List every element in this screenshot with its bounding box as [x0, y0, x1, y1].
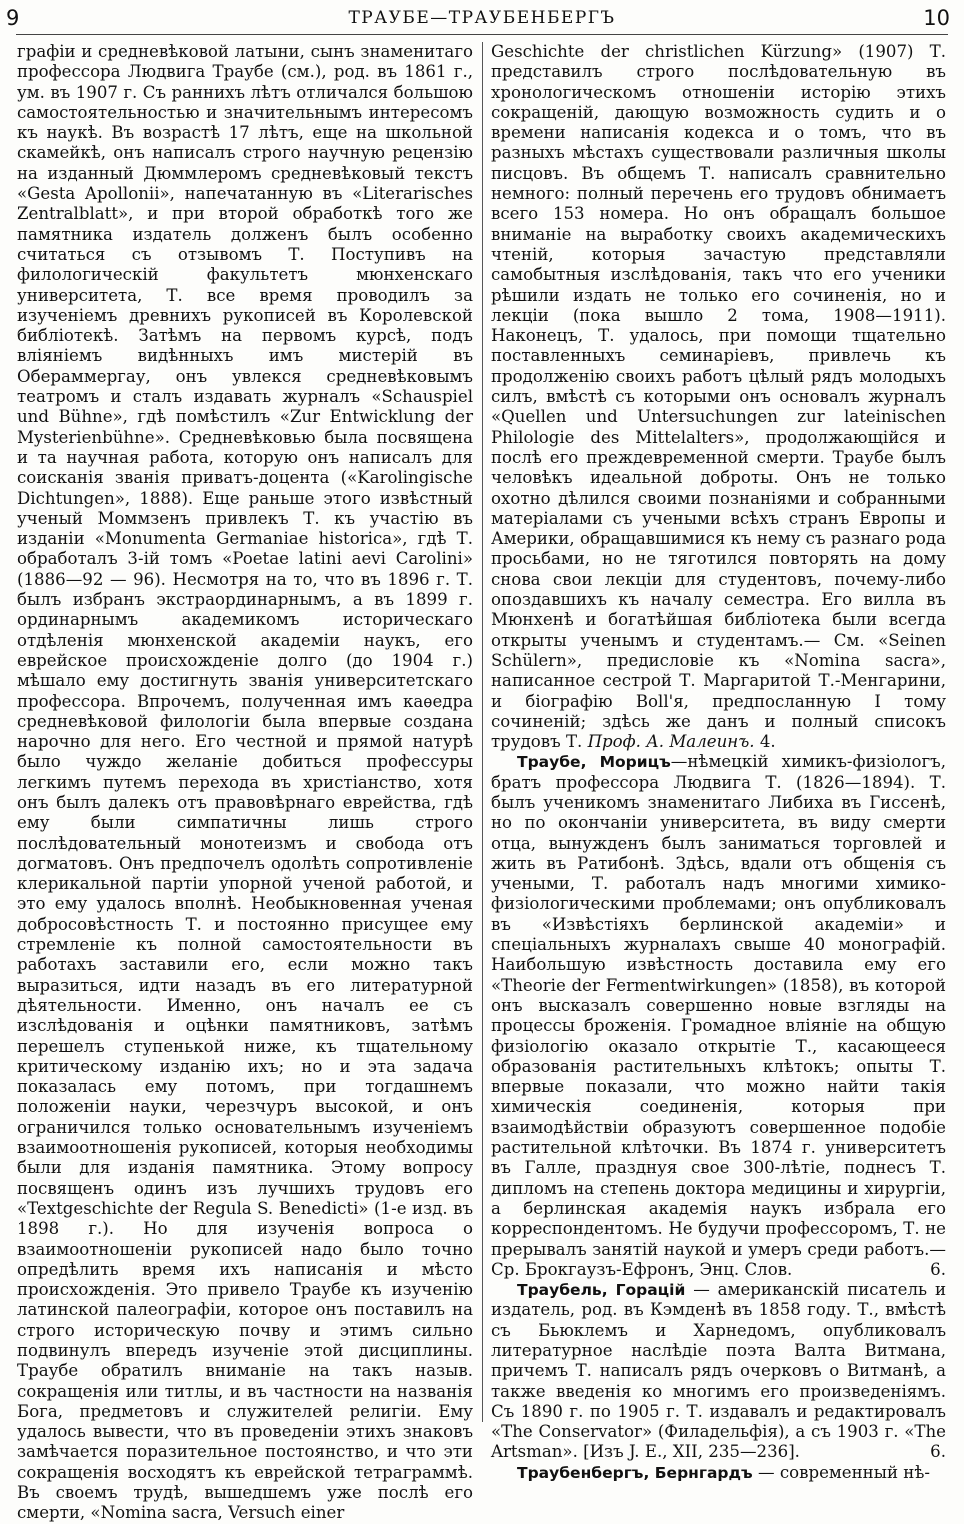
entry-traube-moritz — [491, 752, 946, 1280]
entry-traubel-horace — [491, 1280, 946, 1463]
running-title: ТРАУБЕ—ТРАУБЕНБЕРГЪ — [348, 8, 616, 28]
entry-headword: Траубе, Морицъ — [517, 753, 671, 772]
page-number-right: 10 — [923, 6, 950, 30]
entry-text: — американскій писатель и издатель, род. въ Кэмденѣ въ 1858 году. Т., вмѣстѣ съ Бьюклемъ и Харнедомъ, опубликовалъ литературное наслѣдіе поэта Валта Витмана, причемъ Т. написалъ рядъ очерковъ о Витманѣ, а также введенія ко многимъ его произведеніямъ. Съ 1890 г. по 1905 г. Т. издавалъ и редактировалъ «The Conservator» (Филадельфія), а съ 1903 г. «The Artsman». [Изъ J. E., XII, 235—236]. — [491, 1280, 946, 1462]
entry-text: —нѣмецкій химикъ-физіологъ, братъ профессора Людвига Т. (1826—1894). Т. былъ ученикомъ знаменитаго Либиха въ Гиссенѣ, но по окончаніи университета, въ виду смерти отца, вынужденъ былъ заниматься торговлей и жить въ Ратибонѣ. Здѣсь, вдали отъ общенія съ учеными, Т. работалъ надъ многими химико-физіологическими проблемами; онъ опубликовалъ въ «Извѣстіяхъ берлинской академіи» и спеціальныхъ журналахъ свыше 40 монографій. Наибольшую извѣстность доставила ему его «Theorie der Fermentwirkungen» (1858), въ которой онъ высказалъ совершенно новые взгляды на процессы броженія. Громадное вліяніе на общую физіологію оказало открытіе Т., касающееся образованія растительныхъ клѣтокъ; опыты Т. впервые показали, что можно найти такія химическія соединенія, которыя при взаимодѣйствіи образуютъ совершенное подобіе растительной клѣточки. Въ 1874 г. университетъ въ Галле, празднуя свое 300-лѣтіе, поднесъ Т. дипломъ на степень доктора медицины и хирургіи, а берлинская академія наукъ избрала его корреспондентомъ. Не будучи профессоромъ, Т. не прерывалъ занятій наукой и умеръ среди работъ.—Ср. Брокгаузъ-Ефронъ, Энц. Слов. — [491, 752, 946, 1279]
entry-text: — современный нѣ- — [752, 1462, 930, 1482]
left-column-text: графіи и средневѣковой латыни, сынъ знаменитаго профессора Людвига Траубе (см.), род. въ 1861 г., ум. въ 1907 г. Съ раннихъ лѣтъ отличался большою самостоятельностью и значительнымъ интересомъ къ наукѣ. Въ возрастѣ 17 лѣтъ, еще на школьной скамейкѣ, онъ написалъ строго научную рецензію на изданный Дюммлеромъ средневѣковый текстъ «Gesta Apollonii», напечатанную въ «Literarisches Zentralblatt», и при второй обработкѣ того же памятника издатель долженъ былъ особенно считаться съ отзывомъ Т. Поступивъ на филологическій факультетъ мюнхенскаго университета, Т. все время проводилъ за изученіемъ древнихъ рукописей въ Королевской библіотекѣ. Затѣмъ на первомъ курсѣ, подъ вліяніемъ видѣнныхъ имъ мистерій въ Обераммергау, онъ увлекся средневѣковымъ театромъ и сталъ издавать журналъ «Schauspiel und Bühne», гдѣ помѣстилъ «Zur Entwicklung der Mysterienbühne». Средневѣковью была посвящена и та научная работа, которую онъ написалъ для соисканія званія приватъ-доцента («Karolingische Dichtungen», 1888). Еще раньше этого извѣстный ученый Моммзенъ привлекъ Т. къ участію въ изданіи «Monumenta Germaniae historica», гдѣ Т. обработалъ 3-ій томъ «Poetae latini aevi Carolini» (1886—92 — 96). Несмотря на то, что въ 1896 г. Т. былъ избранъ экстраординарнымъ, а въ 1899 г. ординарнымъ академикомъ историческаго отдѣленія мюнхенской академіи наукъ, его еврейское происхожденіе долго (до 1904 г.) мѣшало ему достигнуть званія университетскаго профессора. Впрочемъ, полученная имъ каѳедра средневѣковой филологіи была впервые создана нарочно для него. Его честной и прямой натурѣ было чуждо желаніе добиться профессуры легкимъ путемъ перехода въ христіанство, хотя онъ былъ далекъ отъ правовѣрнаго еврейства, гдѣ ему были симпатичны лишь строго послѣдовательный монотеизмъ и свобода отъ догматовъ. Онъ предпочелъ одолѣть сопротивленіе клерикальной партіи упорной ученой работой, и это ему удалось вполнѣ. Необыкновенная ученая добросовѣстность Т. и постоянно присущее ему стремленіе къ полной самостоятельности въ работахъ заставили его, если можно такъ выразиться, идти назадъ въ его литературной дѣятельности. Именно, онъ началъ ее съ изслѣдованія и оцѣнки памятниковъ, затѣмъ перешелъ ступенькой ниже, къ тщательному критическому изданію ихъ; но и эта задача показалась ему потомъ, при тогдашнемъ положеніи науки, черезчуръ высокой, и онъ ограничился только основательнымъ изученіемъ взаимоотношенія рукописей, которыя необходимы были для изданія памятника. Этому вопросу посвященъ одинъ изъ лучшихъ трудовъ его «Textgeschichte der Regula S. Benedicti» (1-е изд. въ 1898 г.). Но для изученія вопроса о взаимоотношеніи рукописей надо было точно опредѣлить время ихъ написанія и мѣсто происхожденія. Это привело Траубе къ изученію латинской палеографіи, которое онъ поставилъ на строго историческую почву и этимъ сильно подвинулъ впередъ изученіе этой дисциплины. Траубе обратилъ вниманіе на такъ назыв. сокращенія или титлы, и въ частности на названія Бога, предметовъ и служителей религіи. Ему удалось вывести, что въ проведеніи этихъ знаковъ замѣчается поразительное постоянство, и что эти сокращенія восходятъ къ еврейской тетраграммѣ. Въ своемъ трудѣ, вышедшемъ уже послѣ его смерти, «Nomina sacra, Versuch einer — [17, 42, 473, 1523]
entry-headword: Траубель, Горацій — [517, 1281, 686, 1300]
continuation-paragraph — [491, 42, 946, 752]
author-signature: Проф. А. Малеинъ. — [587, 732, 755, 752]
page-header — [0, 0, 964, 34]
column-divider — [482, 42, 483, 1422]
header-rule — [16, 34, 948, 35]
left-column — [17, 42, 473, 1523]
page-number-left: 9 — [6, 6, 20, 30]
continuation-text: Geschichte der christlichen Kürzung» (1907) Т. представилъ строго послѣдовательную въ хронологическомъ отношеніи исторію этихъ сокращеній, дающую возможность судить и о времени написанія кодекса и о томъ, что въ разныхъ мѣстахъ существовали различныя школы писцовъ. Въ общемъ Т. написалъ сравнительно немного: полный перечень его трудовъ обнимаетъ всего 153 номера. Но онъ обращалъ большое вниманіе на выработку своихъ академическихъ чтеній, которыя зачастую представляли самобытныя изслѣдованія, такъ что его ученики рѣшили издать не только его сочиненія, но и лекціи (пока вышло 2 тома, 1908—1911). Наконецъ, Т. удалось, при помощи тщательно поставленныхъ семинаріевъ, привлечь къ продолженію своихъ работъ цѣлый рядъ молодыхъ силъ, вмѣстѣ съ которыми онъ основалъ журналъ «Quellen und Untersuchungen zur lateinischen Philologie des Mittelalters», продолжающійся и послѣ его преждевременной смерти. Траубе былъ человѣкъ идеальной доброты. Онъ не только охотно дѣлился своими познаніями и собранными матеріалами съ учеными всѣхъ странъ Европы и Америки, обращавшимися къ нему съ разнаго рода просьбами, но не тяготился повторять на дому снова свои лекціи для студентовъ, почему-либо опоздавшихъ къ началу семестра. Его вилла въ Мюнхенѣ и богатѣйшая библіотека были всегда открыты ученымъ и студентамъ.— См. «Seinen Schülern», предисловіе къ «Nomina sacra», написанное сестрой Т. Маргаритой Т.-Менгарини, и біографію Boll'я, предпосланную I тому сочиненій; здѣсь же данъ и полный списокъ трудовъ Т. — [491, 42, 946, 752]
entry-number: 6. — [930, 1259, 946, 1279]
right-column — [491, 42, 946, 1482]
entry-headword: Траубенбергъ, Бернгардъ — [517, 1463, 753, 1482]
entry-number: 6. — [930, 1442, 946, 1462]
entry-traubenberg-bernhard — [491, 1463, 946, 1483]
signature-number: 4. — [759, 732, 776, 752]
